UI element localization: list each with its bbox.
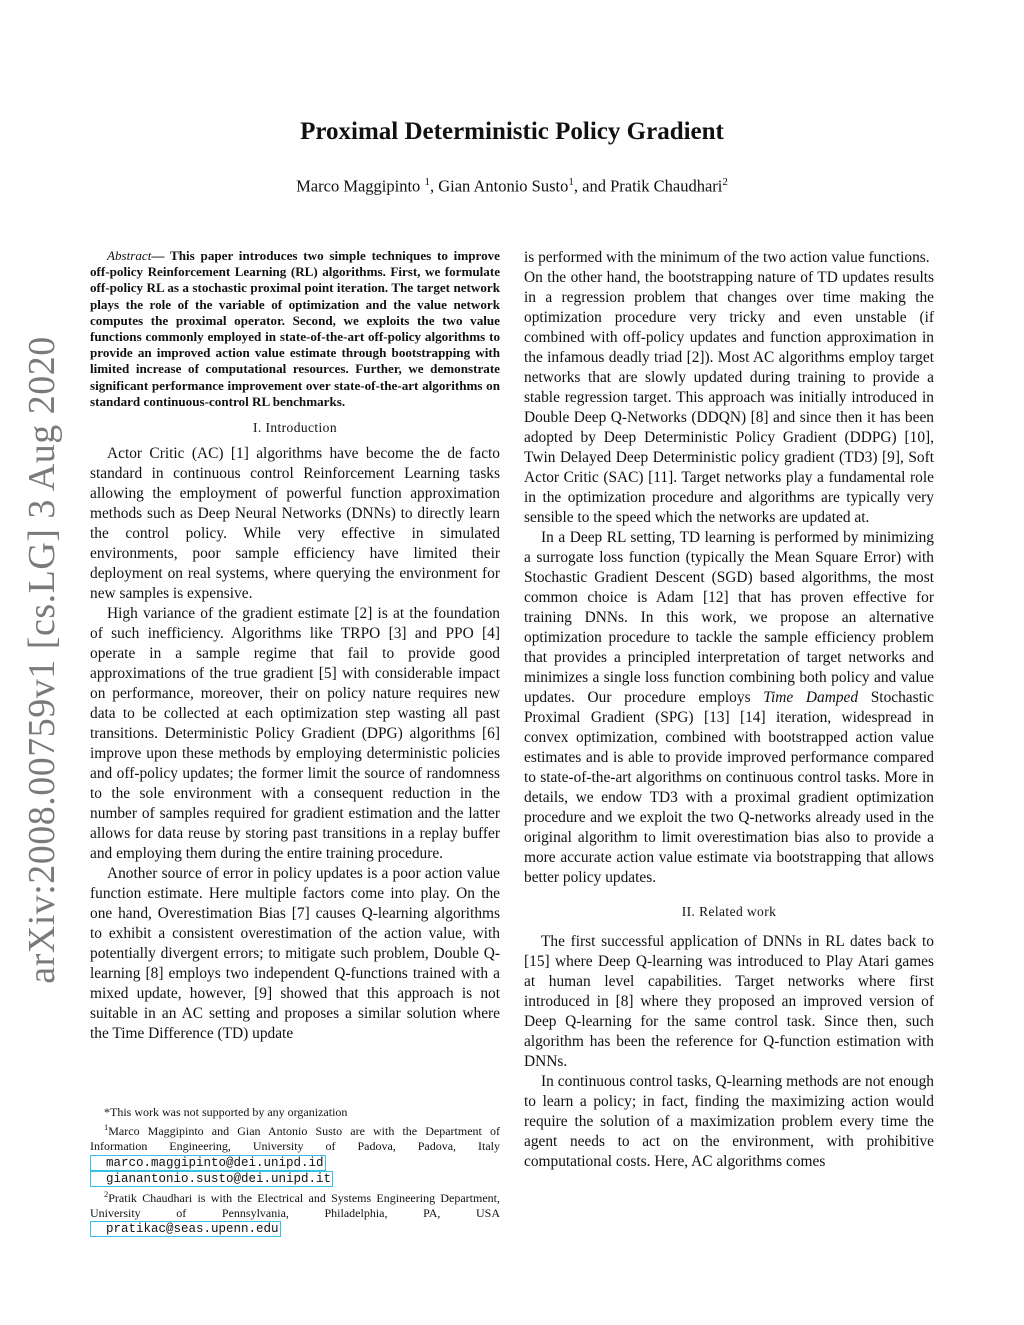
section-heading-related-work: II. Related work (681, 904, 777, 919)
paragraph-text: Stochastic Proximal Gradient (SPG) [13] [14] iteration, widespread in convex optimization, combined with bootstrapped action value estimates and is able to provide improved performance compared to state-of-the-art algorithms on continuous control tasks. More in details, we endow TD3 with a proximal gradient optimization procedure and we exploit the two Q-networks already used in the original algorithm to limit overestimation bias also to provide a more accurate action value estimate via bootstrapping that allows better policy updates. (524, 689, 935, 886)
paragraph-text: In a Deep RL setting, TD learning is performed by minimizing a surrogate loss function (typically the Mean Square Error) with Stochastic Gradient Descent (SGD) based algorithms, the most common choice is Adam [12] that has proven effective for training DNNs. In this work, we propose an alternative optimization procedure to tackle the sample efficiency problem that provides a principled interpretation of target networks and minimizes a single loss function combining both policy and value updates. Our procedure employs (524, 529, 934, 706)
author-separator: , and (573, 176, 611, 196)
paragraph (524, 528, 934, 888)
footnote-text: Marco Maggipinto and Gian Antonio Susto are with the Department of Information Engineering, University of Padova, Padova, Italy (90, 1124, 500, 1154)
email-link[interactable]: gianantonio.susto@dei.unipd.it (90, 1171, 333, 1187)
emphasis-text: Time Damped (763, 689, 859, 706)
affiliation-marker: 2 (722, 176, 728, 188)
author-separator: , (429, 176, 439, 196)
paragraph: On the other hand, the bootstrapping nature of TD updates results in a regression problem that changes over time making the optimization procedure very tricky and even unstable (if combined with off-policy updates and function approximation in the infamous deadly triad [2]). Most AC algorithms employ target networks that are slowly updated during training to provide a stable regression target. This approach was initially introduced in Double Deep Q-Networks (DDQN) [8] and since then it has been adopted by Deep Deterministic Policy Gradient (DDPG) [10], Twin Delayed Deep Deterministic policy gradient (TD3) [9], Soft Actor Critic (SAC) [11]. Target networks play a fundamental role in the optimization procedure and algorithms are typically very sensible to the speed which the networks are updated at. (524, 269, 934, 526)
footnote-funding: *This work was not supported by any organization (104, 1105, 348, 1119)
paragraph: is performed with the minimum of the two action value functions. (524, 249, 930, 266)
footnote-text: Pratik Chaudhari is with the Electrical and Systems Engineering Department, University of Pennsylvania, Philadelphia, PA, USA (90, 1190, 500, 1220)
email-link[interactable]: marco.maggipinto@dei.unipd.id (90, 1155, 326, 1171)
abstract-label: Abstract (107, 248, 152, 263)
footnote-marker: 1 (104, 1122, 109, 1133)
paragraph: Actor Critic (AC) [1] algorithms have become the de facto standard in continuous control Reinforcement Learning tasks allowing the employment of powerful function approximation methods such as Deep Neural Networks (DNNs) to directly learn the control policy. While very effective in simulated environments, poor sample efficiency have limited their deployment on real systems, where querying the environment for new samples is expensive. (90, 445, 500, 603)
email-link[interactable]: pratikac@seas.upenn.edu (90, 1221, 281, 1237)
footnote-affiliation-2 (90, 1187, 500, 1237)
arxiv-identifier (14, 336, 70, 984)
right-column (524, 248, 934, 1172)
footnote-affiliation-1 (90, 1120, 500, 1186)
left-column (90, 248, 500, 1044)
author-list (0, 176, 1024, 197)
paragraph: The first successful application of DNNs in RL dates back to [15] where Deep Q-learning was introduced to Play Atari games at human level capabilities. Target networks where first introduced in [8] where they proposed an improved version of Deep Q-learning for the same control task. Since then, such algorithm has been the reference for Q-function estimation with DNNs. (524, 933, 934, 1070)
abstract-text: This paper introduces two simple techniques to improve off-policy Reinforcement Learning (RL) algorithms. First, we formulate off-policy RL as a stochastic proximal point iteration. The target network plays the role of the variable of optimization and the value network computes the proximal operator. Second, we exploits the two value functions commonly employed in state-of-the-art off-policy algorithms to provide an improved action value estimate through bootstrapping with limited increase of computational resources. Further, we demonstrate significant performance improvement over state-of-the-art algorithms on standard continuous-control RL benchmarks. (90, 248, 500, 409)
footnotes (90, 1105, 500, 1237)
footnote-marker: 2 (104, 1188, 109, 1199)
paragraph: Another source of error in policy updates is a poor action value function estimate. Here multiple factors come into play. On the one hand, Overestimation Bias [7] causes Q-learning algorithms to exhibit a consistent overestimation of the action value, with potentially divergent errors; to mitigate such problem, Double Q-learning [8] employs two independent Q-functions trained with a mixed update, however, [9] showed that this approach is not suitable in an AC setting and proposes a similar solution where the Time Difference (TD) update (90, 865, 500, 1043)
arxiv-identifier-text: arXiv:2008.00759v1 [cs.LG] 3 Aug 2020 (21, 336, 64, 984)
abstract (90, 248, 500, 410)
paragraph: In continuous control tasks, Q-learning methods are not enough to learn a policy; in fact, finding the maximizing action would require the solution of a maximization problem every time the agent needs to act on the environment, with prohibitive computational costs. Here, AC algorithms comes (524, 1073, 934, 1170)
affiliation-marker: 1 (424, 176, 430, 188)
author-name: Gian Antonio Susto (438, 176, 569, 196)
author-name: Pratik Chaudhari (610, 176, 723, 196)
paper-title: Proximal Deterministic Policy Gradient (300, 118, 724, 145)
paragraph: High variance of the gradient estimate [2] is at the foundation of such inefficiency. Algorithms like TRPO [3] and PPO [4] operate in a sample regime that fail to provide good approximations of the true gradient [5] with considerable impact on performance, moreover, their on policy nature requires new data to be collected at each optimization step wasting all past transitions. Deterministic Policy Gradient (DPG) algorithms [6] improve upon these methods by employing deterministic policies and off-policy updates; the former limit the source of randomness to the sole environment with a consequent reduction in the number of samples required for gradient estimation and the latter allows for data reuse by storing past transitions in a replay buffer and employing them during the entire training procedure. (90, 605, 500, 863)
section-heading-introduction: I. Introduction (253, 420, 337, 436)
author-name: Marco Maggipinto (296, 176, 421, 196)
affiliation-marker: 1 (568, 176, 574, 188)
abstract-dash: — (151, 248, 165, 263)
